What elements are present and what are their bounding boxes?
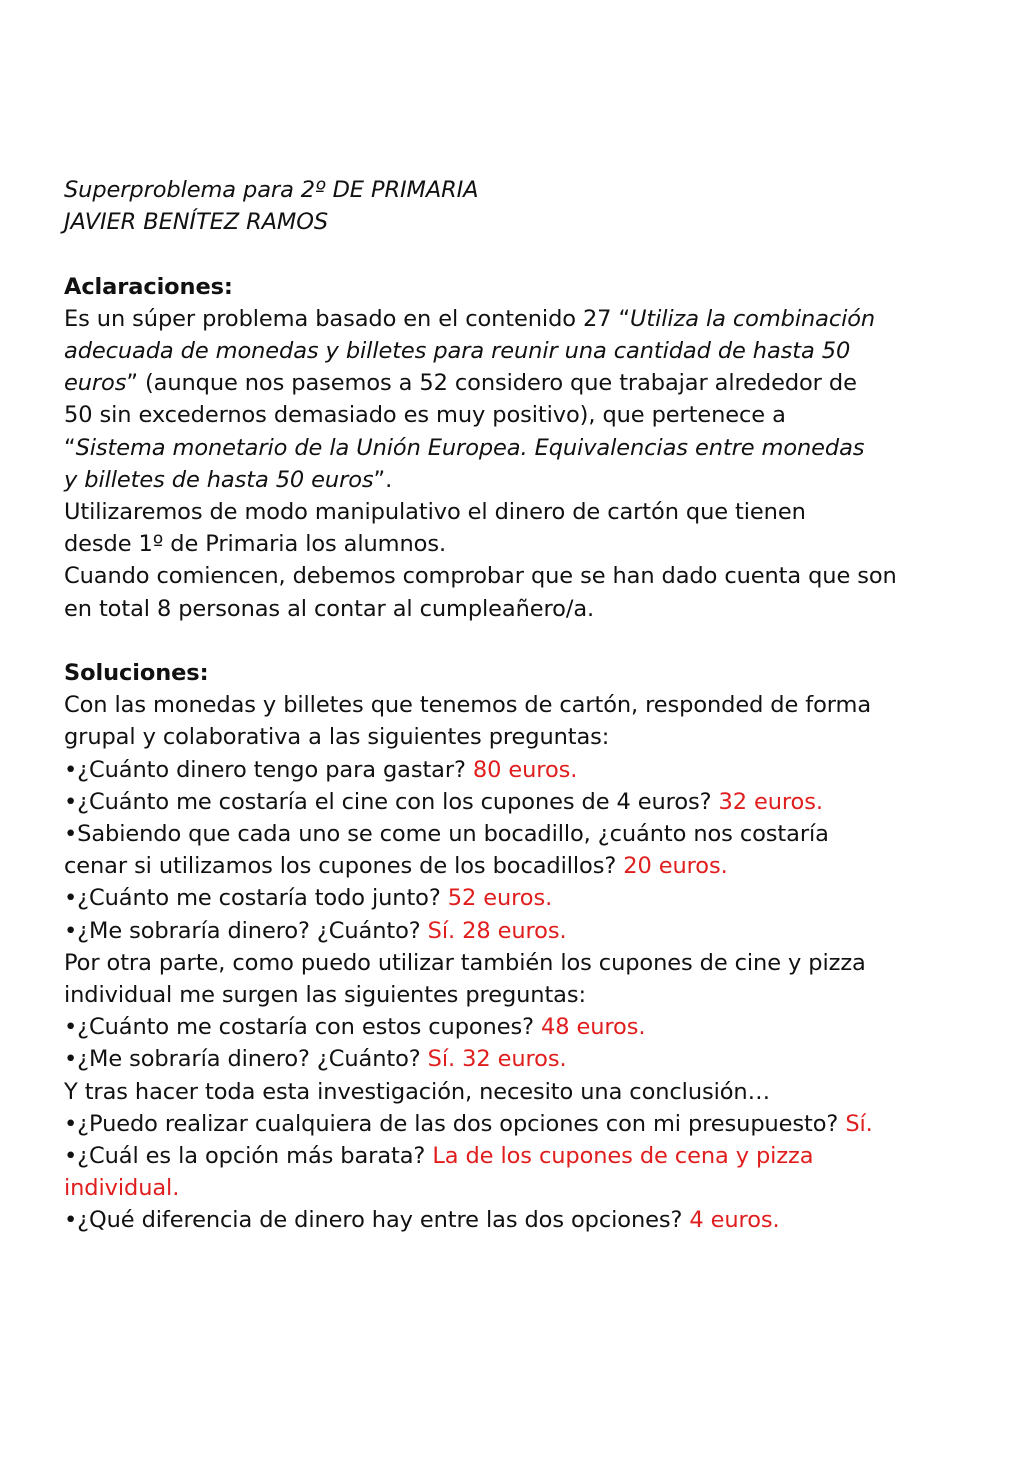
soluciones-heading: Soluciones: xyxy=(64,660,209,687)
paragraph-line: individual me surgen las siguientes preguntas: xyxy=(64,982,586,1009)
spacer xyxy=(64,238,964,270)
answer-text: La de los cupones de cena y pizza xyxy=(432,1143,814,1170)
aclaraciones-line-9: Cuando comiencen, debemos comprobar que se han dado cuenta que son xyxy=(64,563,897,590)
question-3-line-1: •Sabiendo que cada uno se come un bocadillo, ¿cuánto nos costaría xyxy=(64,821,829,848)
paragraph-line: Y tras hacer toda esta investigación, necesito una conclusión… xyxy=(64,1078,770,1105)
paragraph-line: Por otra parte, como puedo utilizar también los cupones de cine y pizza xyxy=(64,949,866,976)
answer-text: 32 euros. xyxy=(718,788,823,815)
question-9-line-1 xyxy=(64,1140,964,1172)
answer-text: 80 euros. xyxy=(472,756,578,783)
document-title: Superproblema para 2º DE PRIMARIA xyxy=(64,177,479,203)
question-9-line-2: individual. xyxy=(64,1175,180,1202)
answer-text: Sí. 32 euros. xyxy=(427,1046,567,1073)
question-7 xyxy=(64,1043,964,1075)
question-text: •¿Cuánto me costaría todo junto? xyxy=(64,885,448,912)
question-text: •¿Cuánto me costaría el cine con los cupones de 4 euros? xyxy=(64,788,719,815)
question-text: •¿Cuánto me costaría con estos cupones? xyxy=(64,1014,541,1041)
question-6 xyxy=(64,1011,964,1043)
aclaraciones-line-7: Utilizaremos de modo manipulativo el dinero de cartón que tienen xyxy=(64,499,806,526)
spacer xyxy=(64,625,964,657)
document-body xyxy=(64,174,964,1237)
aclaraciones-line-1 xyxy=(64,303,964,335)
question-4 xyxy=(64,882,964,914)
question-text: •¿Qué diferencia de dinero hay entre las dos opciones? xyxy=(64,1207,690,1234)
aclaraciones-line-5 xyxy=(64,432,964,464)
text-segment: ”. xyxy=(373,466,393,493)
question-1 xyxy=(64,754,964,786)
text-segment: “ xyxy=(64,434,76,461)
aclaraciones-line-4: 50 sin excedernos demasiado es muy positivo), que pertenece a xyxy=(64,402,786,429)
text-segment-italic: euros xyxy=(64,370,127,397)
question-8 xyxy=(64,1108,964,1140)
question-2 xyxy=(64,786,964,818)
answer-text: 20 euros. xyxy=(623,853,728,880)
text-segment-italic: y billetes de hasta 50 euros xyxy=(64,466,374,493)
answer-text: 52 euros. xyxy=(447,885,553,912)
question-text: •¿Puedo realizar cualquiera de las dos opciones con mi presupuesto? xyxy=(64,1110,846,1137)
soluciones-intro-2: grupal y colaborativa a las siguientes preguntas: xyxy=(64,724,610,751)
question-text: •¿Cuál es la opción más barata? xyxy=(64,1143,433,1170)
answer-text: Sí. 28 euros. xyxy=(427,917,567,944)
question-text: •¿Me sobraría dinero? ¿Cuánto? xyxy=(64,1046,428,1073)
text-segment-italic: Sistema monetario de la Unión Europea. Equivalencias entre monedas xyxy=(75,434,865,461)
question-5 xyxy=(64,915,964,947)
soluciones-intro-1: Con las monedas y billetes que tenemos de cartón, responded de forma xyxy=(64,692,872,719)
document-author: JAVIER BENÍTEZ RAMOS xyxy=(64,209,329,236)
text-segment: ” (aunque nos pasemos a 52 considero que trabajar alrededor de xyxy=(126,370,857,397)
answer-text: Sí. xyxy=(845,1110,873,1137)
question-3-line-2 xyxy=(64,850,964,882)
aclaraciones-line-2: adecuada de monedas y billetes para reunir una cantidad de hasta 50 xyxy=(64,338,851,364)
answer-text: 4 euros. xyxy=(689,1207,780,1234)
aclaraciones-line-6 xyxy=(64,464,964,496)
text-segment: Es un súper problema basado en el contenido 27 “ xyxy=(64,305,631,332)
answer-text: 48 euros. xyxy=(540,1014,646,1041)
question-text: •¿Cuánto dinero tengo para gastar? xyxy=(64,756,473,783)
aclaraciones-line-8: desde 1º de Primaria los alumnos. xyxy=(64,531,447,558)
aclaraciones-line-10: en total 8 personas al contar al cumpleañero/a. xyxy=(64,595,595,622)
question-text: cenar si utilizamos los cupones de los bocadillos? xyxy=(64,853,624,880)
aclaraciones-heading: Aclaraciones: xyxy=(64,273,233,300)
question-10 xyxy=(64,1204,964,1236)
question-text: •¿Me sobraría dinero? ¿Cuánto? xyxy=(64,917,428,944)
text-segment-italic: Utiliza la combinación xyxy=(630,305,876,332)
aclaraciones-line-3 xyxy=(64,367,964,399)
